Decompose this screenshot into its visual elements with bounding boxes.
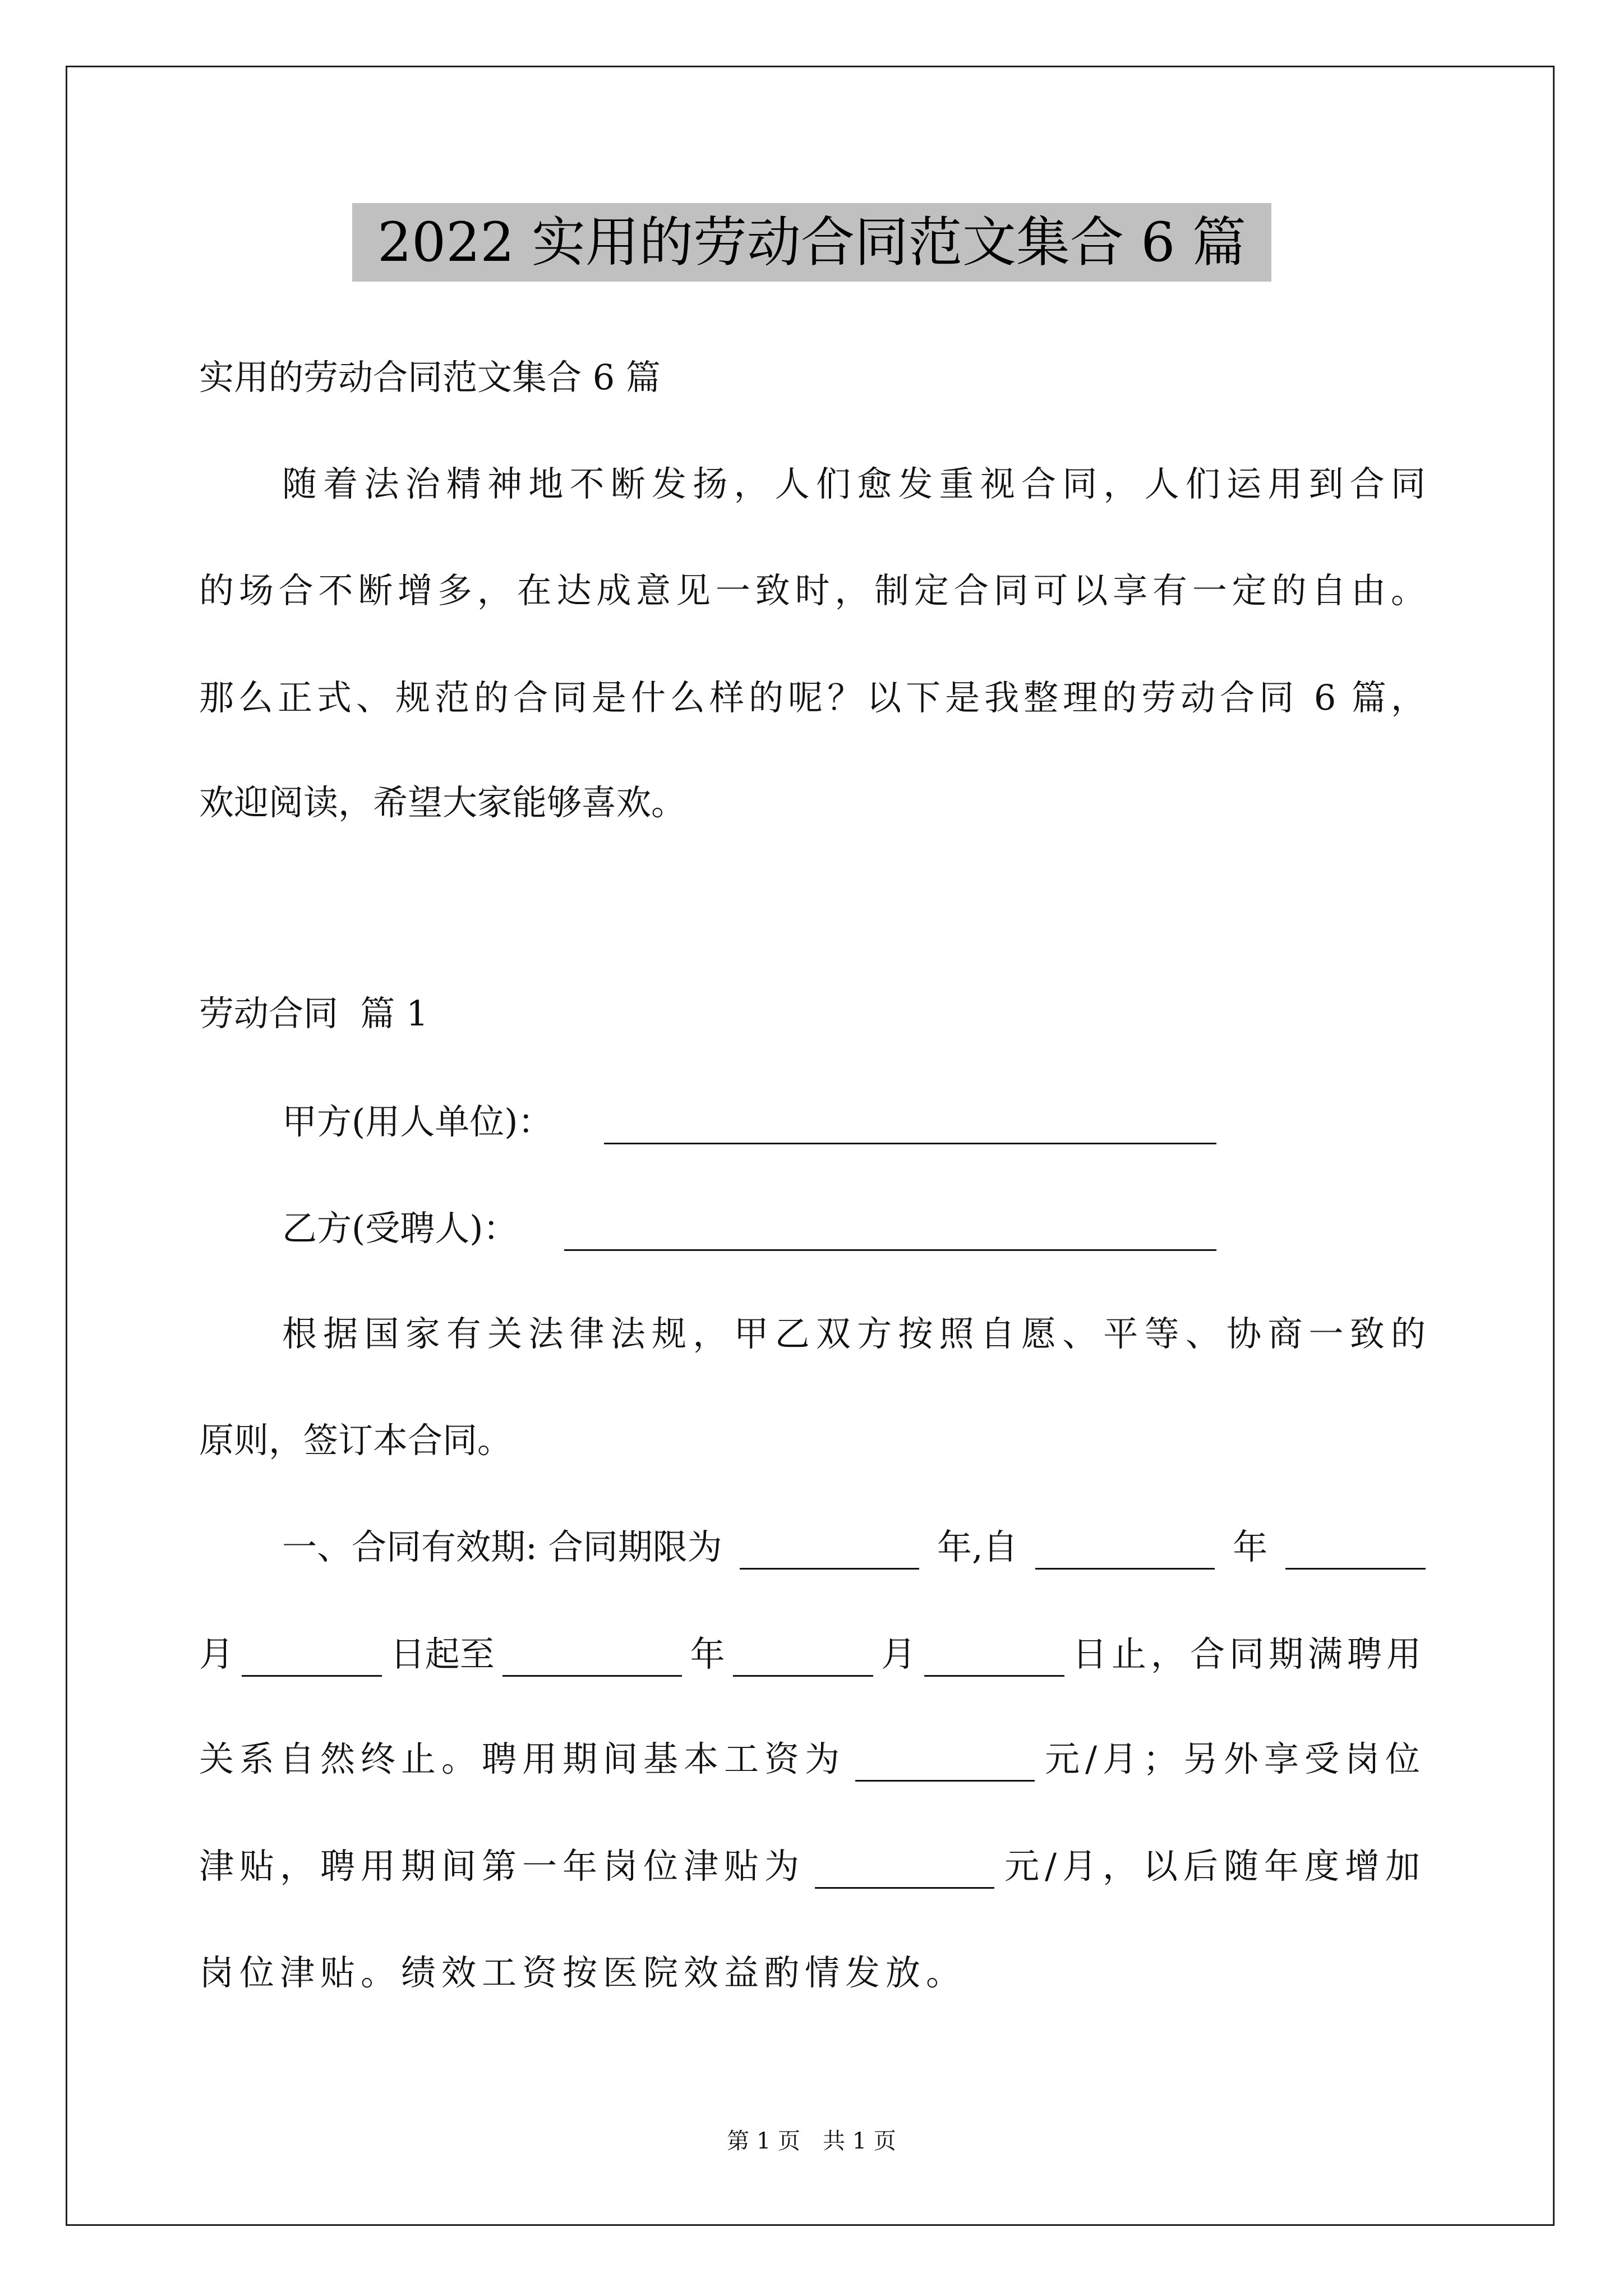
clause1-line: [282, 1525, 1426, 1570]
clause-text: 元/月；另外享受岗位: [1045, 1738, 1426, 1779]
clause-text: 一、合同有效期: 合同期限为: [282, 1526, 722, 1567]
clause1-line: [199, 1737, 1426, 1782]
section-heading: 劳动合同 篇 1: [199, 993, 428, 1034]
page-footer: 第 1 页 共 1 页: [727, 2128, 896, 2154]
clause-text: 年: [690, 1634, 725, 1674]
start-day-blank[interactable]: [242, 1640, 382, 1677]
subtitle: 实用的劳动合同范文集合 6 篇: [199, 357, 661, 398]
clause-text: 年: [1233, 1526, 1268, 1567]
start-month-blank[interactable]: [1285, 1533, 1426, 1570]
clause-text: 月: [881, 1634, 916, 1674]
document-title: 2022 实用的劳动合同范文集合 6 篇: [352, 203, 1271, 282]
end-day-blank[interactable]: [924, 1640, 1064, 1677]
end-month-blank[interactable]: [733, 1640, 873, 1677]
clause-text: 津贴，聘用期间第一年岗位津贴为: [199, 1846, 805, 1887]
clause-text: 日止，合同期满聘用: [1072, 1634, 1426, 1674]
intro-line: 随着法治精神地不断发扬，人们愈发重视合同，人们运用到合同: [282, 463, 1426, 504]
principle-line: 根据国家有关法律法规，甲乙双方按照自愿、平等、协商一致的: [282, 1313, 1426, 1354]
clause-text: 日起至: [390, 1634, 495, 1674]
party-b-field: [282, 1206, 1216, 1251]
clause1-line: [199, 1632, 1426, 1677]
party-b-blank[interactable]: [564, 1214, 1216, 1251]
years-blank[interactable]: [740, 1533, 919, 1570]
allowance-blank[interactable]: [815, 1852, 994, 1889]
party-b-label: 乙方(受聘人)：: [282, 1208, 518, 1249]
party-a-blank[interactable]: [604, 1108, 1216, 1144]
intro-line: 那么正式、规范的合同是什么样的呢？以下是我整理的劳动合同 6 篇，: [199, 677, 1426, 718]
clause-text: 年,自: [937, 1526, 1018, 1567]
clause1-line: 岗位津贴。绩效工资按医院效益酌情发放。: [199, 1952, 967, 1993]
end-year-blank[interactable]: [502, 1640, 682, 1677]
clause-text: 元/月，以后随年度增加: [1004, 1846, 1426, 1887]
party-a-label: 甲方(用人单位)：: [282, 1101, 553, 1142]
party-a-field: [282, 1099, 1216, 1144]
principle-line: 原则，签订本合同。: [199, 1420, 513, 1461]
clause-text: 关系自然终止。聘用期间基本工资为: [199, 1738, 846, 1779]
intro-line: 的场合不断增多，在达成意见一致时，制定合同可以享有一定的自由。: [199, 570, 1426, 611]
base-salary-blank[interactable]: [855, 1745, 1035, 1782]
intro-line: 欢迎阅读，希望大家能够喜欢。: [199, 782, 686, 823]
start-year-blank[interactable]: [1035, 1533, 1215, 1570]
clause-text: 月: [199, 1634, 234, 1674]
clause1-line: [199, 1844, 1426, 1889]
